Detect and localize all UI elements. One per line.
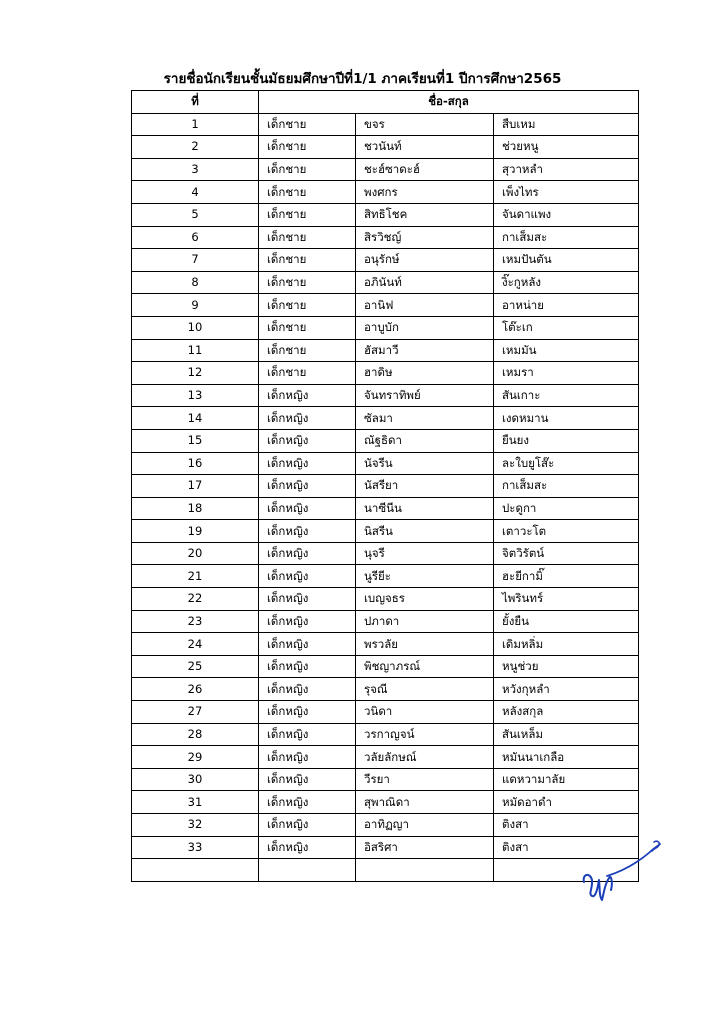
table-row (132, 226, 639, 249)
row-number: 19 (132, 520, 259, 543)
row-last-name: เพ็งไทร (494, 181, 639, 204)
row-last-name: สันเหล็ม (494, 723, 639, 746)
row-last-name: เดิมหลิ่ม (494, 633, 639, 656)
row-prefix: เด็กหญิง (259, 723, 356, 746)
row-prefix: เด็กหญิง (259, 768, 356, 791)
table-row (132, 181, 639, 204)
row-prefix: เด็กชาย (259, 271, 356, 294)
row-number: 2 (132, 136, 259, 159)
table-row (132, 452, 639, 475)
table-row (132, 136, 639, 159)
row-prefix: เด็กหญิง (259, 429, 356, 452)
row-number: 28 (132, 723, 259, 746)
row-number: 26 (132, 678, 259, 701)
row-last-name: หลังสกุล (494, 701, 639, 724)
row-first-name: นาซีนีน (356, 497, 494, 520)
row-first-name: จันทราทิพย์ (356, 384, 494, 407)
row-prefix: เด็กชาย (259, 316, 356, 339)
row-last-name: หมัดอาดำ (494, 791, 639, 814)
row-number (132, 859, 259, 882)
row-prefix: เด็กหญิง (259, 565, 356, 588)
table-row (132, 723, 639, 746)
row-last-name: อาหน่าย (494, 294, 639, 317)
row-first-name: พงศกร (356, 181, 494, 204)
row-first-name: สุพาณิดา (356, 791, 494, 814)
row-prefix: เด็กหญิง (259, 633, 356, 656)
row-last-name: จันดาแพง (494, 203, 639, 226)
row-first-name: ปภาดา (356, 610, 494, 633)
table-row (132, 339, 639, 362)
row-number: 1 (132, 113, 259, 136)
row-prefix: เด็กชาย (259, 203, 356, 226)
table-row (132, 678, 639, 701)
row-prefix: เด็กหญิง (259, 452, 356, 475)
row-last-name: เหมมัน (494, 339, 639, 362)
table-row (132, 633, 639, 656)
table-row (132, 271, 639, 294)
row-prefix: เด็กหญิง (259, 678, 356, 701)
table-row (132, 249, 639, 272)
row-number: 8 (132, 271, 259, 294)
row-number: 29 (132, 746, 259, 769)
row-number: 7 (132, 249, 259, 272)
table-row (132, 384, 639, 407)
row-prefix: เด็กชาย (259, 249, 356, 272)
row-first-name: ซัลมา (356, 407, 494, 430)
row-prefix: เด็กหญิง (259, 384, 356, 407)
row-number: 25 (132, 655, 259, 678)
row-last-name: สันเกาะ (494, 384, 639, 407)
row-first-name: นัสรียา (356, 475, 494, 498)
table-row (132, 429, 639, 452)
row-prefix: เด็กหญิง (259, 610, 356, 633)
row-number: 22 (132, 588, 259, 611)
row-number: 15 (132, 429, 259, 452)
row-last-name: เหมปันตัน (494, 249, 639, 272)
row-last-name: ติงสา (494, 836, 639, 859)
row-last-name: ยืนยง (494, 429, 639, 452)
row-last-name: กาเส็มสะ (494, 475, 639, 498)
row-first-name: ชวนันท์ (356, 136, 494, 159)
row-number: 24 (132, 633, 259, 656)
row-first-name: นิสรีน (356, 520, 494, 543)
table-row (132, 203, 639, 226)
row-first-name: อนุรักษ์ (356, 249, 494, 272)
table-row (132, 791, 639, 814)
row-first-name: วลัยลักษณ์ (356, 746, 494, 769)
table-row (132, 814, 639, 837)
row-prefix: เด็กชาย (259, 113, 356, 136)
row-prefix: เด็กชาย (259, 181, 356, 204)
row-last-name: สุวาหลำ (494, 158, 639, 181)
row-prefix: เด็กหญิง (259, 836, 356, 859)
row-last-name: ไพรินทร์ (494, 588, 639, 611)
row-first-name: ฮัสมาวี (356, 339, 494, 362)
row-number: 17 (132, 475, 259, 498)
table-row (132, 859, 639, 882)
row-number: 32 (132, 814, 259, 837)
table-row (132, 316, 639, 339)
row-first-name: เบญจธร (356, 588, 494, 611)
row-last-name: ละใบยูโส๊ะ (494, 452, 639, 475)
row-last-name: ยั้งยืน (494, 610, 639, 633)
table-body (132, 113, 639, 881)
row-first-name: นุจรี (356, 542, 494, 565)
row-first-name: นัจรีน (356, 452, 494, 475)
row-first-name: รุจณี (356, 678, 494, 701)
row-prefix: เด็กหญิง (259, 497, 356, 520)
table-row (132, 475, 639, 498)
table-row (132, 520, 639, 543)
column-header-no: ที่ (132, 91, 259, 114)
table-row (132, 294, 639, 317)
row-first-name: วีรยา (356, 768, 494, 791)
row-prefix: เด็กชาย (259, 226, 356, 249)
row-last-name: งิ๊ะกูหลัง (494, 271, 639, 294)
row-number: 33 (132, 836, 259, 859)
row-first-name (356, 859, 494, 882)
row-prefix: เด็กชาย (259, 362, 356, 385)
row-number: 6 (132, 226, 259, 249)
row-first-name: ชะฮ์ซาดะฮ์ (356, 158, 494, 181)
row-prefix: เด็กชาย (259, 158, 356, 181)
row-first-name: อาทิฏญา (356, 814, 494, 837)
row-prefix: เด็กชาย (259, 294, 356, 317)
row-first-name: สิรวิชญ์ (356, 226, 494, 249)
row-number: 18 (132, 497, 259, 520)
row-prefix: เด็กหญิง (259, 520, 356, 543)
row-last-name: ช่วยหนู (494, 136, 639, 159)
student-roster-table (131, 90, 639, 882)
row-number: 10 (132, 316, 259, 339)
row-prefix: เด็กชาย (259, 339, 356, 362)
row-first-name: อานิฟ (356, 294, 494, 317)
row-prefix: เด็กหญิง (259, 814, 356, 837)
row-last-name: เงดหมาน (494, 407, 639, 430)
row-first-name: พิชญาภรณ์ (356, 655, 494, 678)
row-number: 12 (132, 362, 259, 385)
row-number: 13 (132, 384, 259, 407)
row-first-name: อิสริศา (356, 836, 494, 859)
row-number: 11 (132, 339, 259, 362)
row-prefix: เด็กหญิง (259, 655, 356, 678)
table-header-row (132, 91, 639, 114)
row-number: 14 (132, 407, 259, 430)
table-row (132, 768, 639, 791)
table-row (132, 610, 639, 633)
row-number: 3 (132, 158, 259, 181)
table-row (132, 588, 639, 611)
row-prefix: เด็กหญิง (259, 791, 356, 814)
row-number: 5 (132, 203, 259, 226)
row-number: 23 (132, 610, 259, 633)
row-number: 31 (132, 791, 259, 814)
table-row (132, 407, 639, 430)
row-last-name: แดหวามาลัย (494, 768, 639, 791)
row-prefix: เด็กหญิง (259, 746, 356, 769)
table-row (132, 542, 639, 565)
handwritten-signature (580, 838, 664, 908)
row-prefix (259, 859, 356, 882)
row-first-name: วนิดา (356, 701, 494, 724)
row-last-name: เตาวะโต (494, 520, 639, 543)
page-title: รายชื่อนักเรียนชั้นมัธยมศึกษาปีที่1/1 ภาคเรียนที่1 ปีการศึกษา2565 (163, 71, 562, 87)
row-first-name: ณัฐธิดา (356, 429, 494, 452)
row-number: 16 (132, 452, 259, 475)
row-last-name: หนูช่วย (494, 655, 639, 678)
row-prefix: เด็กหญิง (259, 588, 356, 611)
row-first-name: ขจร (356, 113, 494, 136)
column-header-name: ชื่อ-สกุล (259, 91, 639, 114)
table-row (132, 701, 639, 724)
table-row (132, 565, 639, 588)
row-last-name: ฮะยีกามิ๊ (494, 565, 639, 588)
row-prefix: เด็กชาย (259, 136, 356, 159)
row-prefix: เด็กหญิง (259, 542, 356, 565)
row-last-name: หมันนาเกลือ (494, 746, 639, 769)
row-prefix: เด็กหญิง (259, 407, 356, 430)
row-number: 27 (132, 701, 259, 724)
row-first-name: นูรียีะ (356, 565, 494, 588)
table-row (132, 497, 639, 520)
row-last-name: ติงสา (494, 814, 639, 837)
row-first-name: สิทธิโชค (356, 203, 494, 226)
table-row (132, 746, 639, 769)
table-row (132, 836, 639, 859)
row-number: 30 (132, 768, 259, 791)
row-number: 21 (132, 565, 259, 588)
row-last-name: ปะดูกา (494, 497, 639, 520)
row-prefix: เด็กหญิง (259, 475, 356, 498)
row-first-name: วรกาญจน์ (356, 723, 494, 746)
table-row (132, 158, 639, 181)
row-number: 20 (132, 542, 259, 565)
row-last-name: กาเส็มสะ (494, 226, 639, 249)
row-prefix: เด็กหญิง (259, 701, 356, 724)
row-first-name: ฮาดิษ (356, 362, 494, 385)
row-first-name: อาบูบัก (356, 316, 494, 339)
table-row (132, 362, 639, 385)
row-last-name: เหมรา (494, 362, 639, 385)
row-last-name: สืบเหม (494, 113, 639, 136)
row-first-name: อภินันท์ (356, 271, 494, 294)
row-first-name: พรวลัย (356, 633, 494, 656)
row-number: 9 (132, 294, 259, 317)
row-number: 4 (132, 181, 259, 204)
row-last-name: โต๊ะเก (494, 316, 639, 339)
row-last-name: จิตวิรัตน์ (494, 542, 639, 565)
table-row (132, 655, 639, 678)
table-row (132, 113, 639, 136)
row-last-name: หวังกุหลำ (494, 678, 639, 701)
